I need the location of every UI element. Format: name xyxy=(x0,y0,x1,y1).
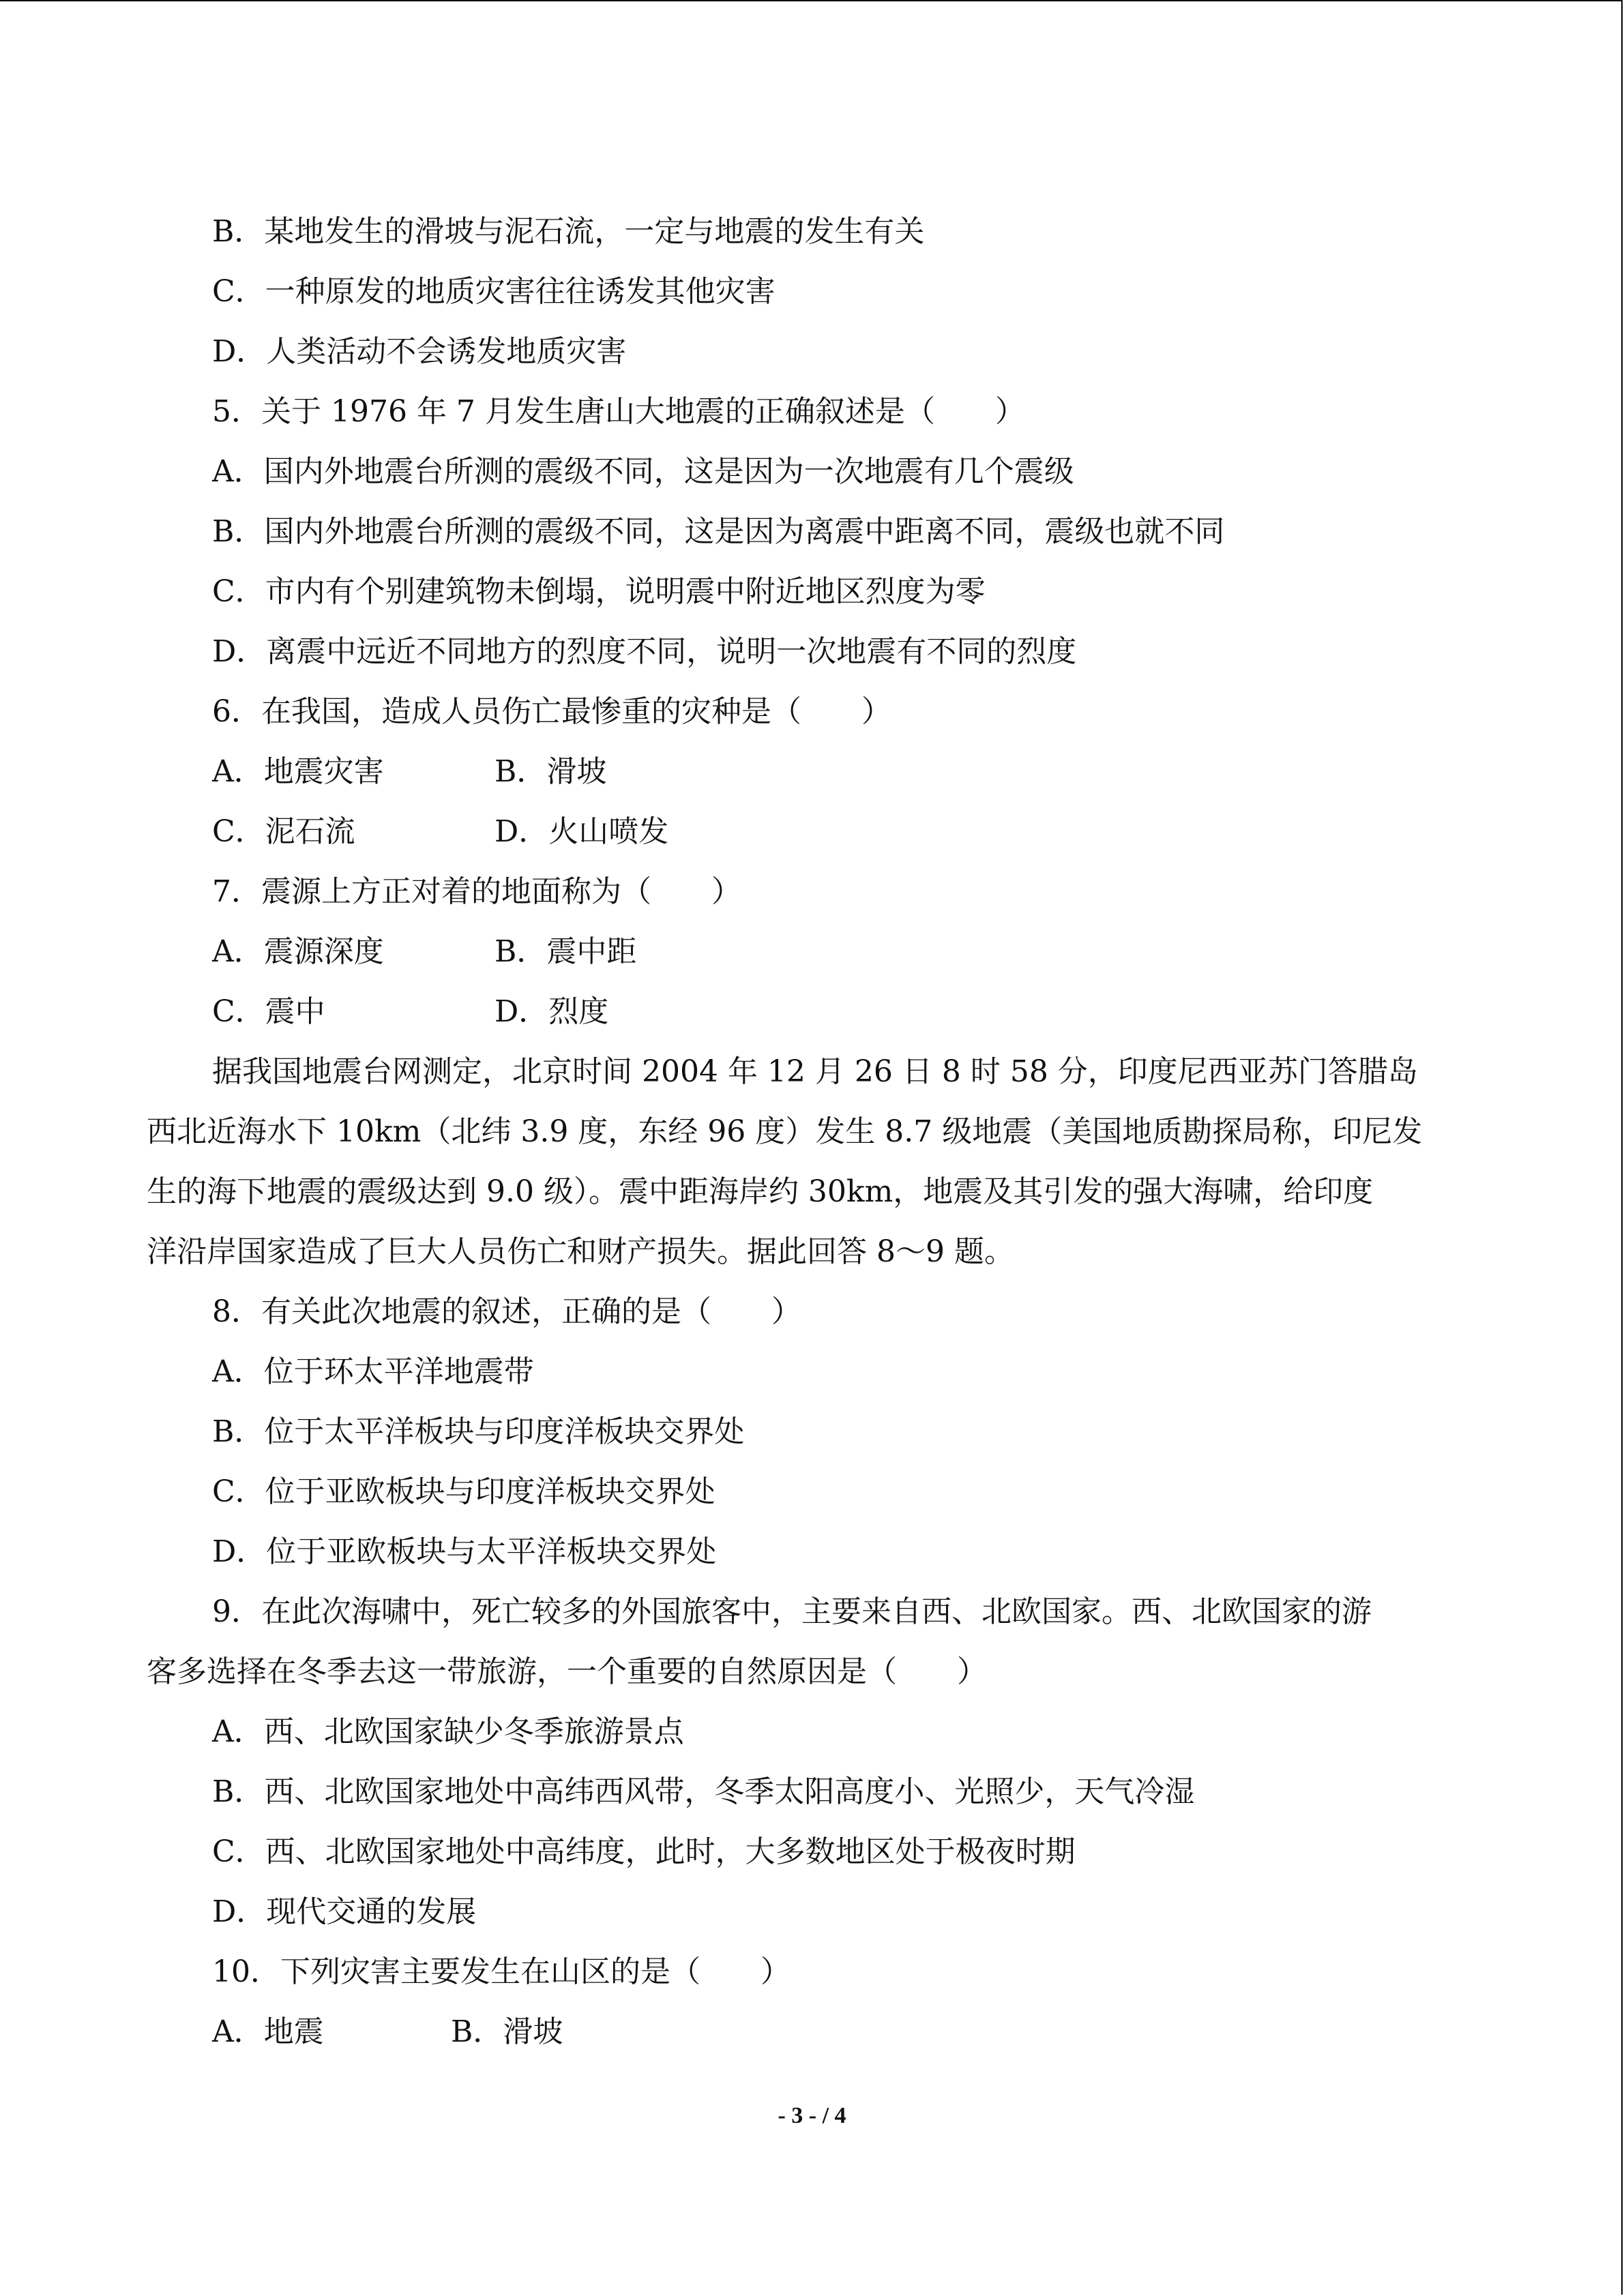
question-7-options-row-1 xyxy=(147,922,1483,982)
question-5: 5．关于 1976 年 7 月发生唐山大地震的正确叙述是（ ） xyxy=(212,394,1025,429)
question-7-options-row-2 xyxy=(147,982,1483,1042)
option-5d: D．离震中远近不同地方的烈度不同，说明一次地震有不同的烈度 xyxy=(212,634,1077,669)
option-10b: B．滑坡 xyxy=(451,2014,563,2049)
passage-line-1: 据我国地震台网测定，北京时间 2004 年 12 月 26 日 8 时 58 分，印度尼西亚苏门答腊岛 xyxy=(212,1054,1418,1089)
document-body xyxy=(147,202,1483,2062)
option-5c: C．市内有个别建筑物未倒塌，说明震中附近地区烈度为零 xyxy=(212,574,986,609)
option-8b: B．位于太平洋板块与印度洋板块交界处 xyxy=(212,1414,745,1449)
option-4d: D．人类活动不会诱发地质灾害 xyxy=(212,334,627,369)
option-6b: B．滑坡 xyxy=(494,754,607,789)
option-5b: B．国内外地震台所测的震级不同，这是因为离震中距离不同，震级也就不同 xyxy=(212,514,1225,549)
question-6-options-row-1 xyxy=(147,742,1483,802)
question-8: 8．有关此次地震的叙述，正确的是（ ） xyxy=(212,1294,801,1329)
option-7c: C．震中 xyxy=(212,994,325,1029)
option-6a: A．地震灾害 xyxy=(212,754,384,789)
option-7b: B．震中距 xyxy=(494,934,637,969)
question-9-line-1: 9．在此次海啸中，死亡较多的外国旅客中，主要来自西、北欧国家。西、北欧国家的游 xyxy=(212,1594,1372,1629)
passage-line-4: 洋沿岸国家造成了巨大人员伤亡和财产损失。据此回答 8～9 题。 xyxy=(147,1234,1014,1269)
option-10a: A．地震 xyxy=(212,2014,324,2049)
option-6c: C．泥石流 xyxy=(212,814,355,849)
question-10-options-row xyxy=(147,2002,1483,2062)
option-9b: B．西、北欧国家地处中高纬西风带，冬季太阳高度小、光照少，天气冷湿 xyxy=(212,1774,1195,1809)
question-9-line-2: 客多选择在冬季去这一带旅游，一个重要的自然原因是（ ） xyxy=(147,1654,987,1689)
page-number: - 3 - / 4 xyxy=(778,2103,846,2128)
question-6: 6．在我国，造成人员伤亡最惨重的灾种是（ ） xyxy=(212,694,891,729)
option-4c: C．一种原发的地质灾害往往诱发其他灾害 xyxy=(212,274,776,309)
question-10: 10．下列灾害主要发生在山区的是（ ） xyxy=(212,1954,791,1989)
option-4b: B．某地发生的滑坡与泥石流，一定与地震的发生有关 xyxy=(212,214,925,249)
question-6-options-row-2 xyxy=(147,802,1483,862)
option-8a: A．位于环太平洋地震带 xyxy=(212,1354,534,1389)
passage-line-2: 西北近海水下 10km（北纬 3.9 度，东经 96 度）发生 8.7 级地震（美国地质勘探局称，印尼发 xyxy=(147,1114,1423,1149)
option-6d: D．火山喷发 xyxy=(494,814,669,849)
option-7d: D．烈度 xyxy=(494,994,609,1029)
option-5a: A．国内外地震台所测的震级不同，这是因为一次地震有几个震级 xyxy=(212,454,1074,489)
option-9d: D．现代交通的发展 xyxy=(212,1894,477,1929)
question-7: 7．震源上方正对着的地面称为（ ） xyxy=(212,874,741,909)
option-7a: A．震源深度 xyxy=(212,934,384,969)
passage-line-3: 生的海下地震的震级达到 9.0 级）。震中距海岸约 30km，地震及其引发的强大海啸，给印度 xyxy=(147,1174,1374,1209)
option-9c: C．西、北欧国家地处中高纬度，此时，大多数地区处于极夜时期 xyxy=(212,1834,1076,1869)
option-9a: A．西、北欧国家缺少冬季旅游景点 xyxy=(212,1714,684,1749)
option-8c: C．位于亚欧板块与印度洋板块交界处 xyxy=(212,1474,715,1509)
option-8d: D．位于亚欧板块与太平洋板块交界处 xyxy=(212,1534,717,1569)
